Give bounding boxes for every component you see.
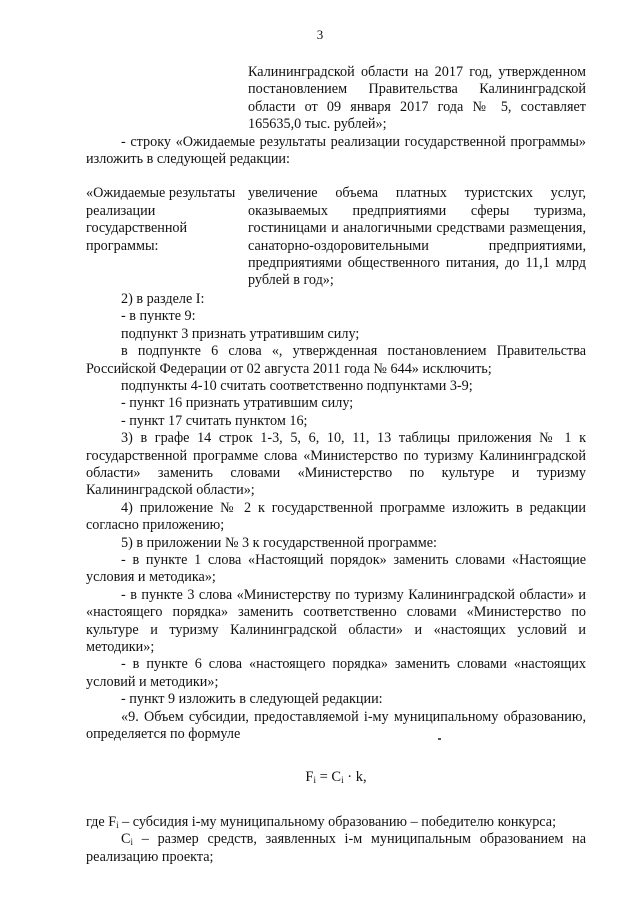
paragraph-point-9-new: - пункт 9 изложить в следующей редакции:	[121, 691, 383, 708]
paragraph-subpoint-3: подпункт 3 признать утратившим силу;	[121, 325, 360, 342]
paragraph-item-4: 4) приложение № 2 к государственной программе изложить в редакции согласно приложению;	[86, 499, 586, 534]
table-text-cell: увеличение объема платных туристских услуг, оказываемых предприятиями сферы туризма, гостиницами и аналогичными средствами размещения, санаторно-оздоровительными предприятиями, предприятиями общественного питания, до 11,1 млрд рублей в год»;	[248, 185, 586, 289]
paragraph-item-5: 5) в приложении № 3 к государственной программе:	[121, 534, 437, 551]
table-label-cell: «Ожидаемые результаты реализации государственной программы:	[86, 185, 236, 254]
paragraph-section-1: 2) в разделе I:	[121, 290, 205, 307]
paragraph-point-16: - пункт 16 признать утратившим силу;	[121, 395, 354, 412]
paragraph-subpoint-6: в подпункте 6 слова «, утвержденная постановлением Правительства Российской Федерации от 02 августа 2011 года № 644» исключить;	[86, 343, 586, 377]
definition-c: $C_i$ – размер средств, заявленных i-м муниципальным образованием на реализацию проекта;	[86, 831, 586, 865]
subsidy-formula: $F_i = C_i \cdot k$,	[305, 769, 367, 786]
paragraph-subpoints-renumber: подпункты 4-10 считать соответственно подпунктами 3-9;	[121, 377, 473, 394]
scan-speck	[438, 738, 441, 740]
page-number: 3	[316, 27, 324, 42]
paragraph-point-1: - в пункте 1 слова «Настоящий порядок» заменить словами «Настоящие условия и методика»;	[86, 551, 586, 586]
paragraph-subsidy-formula-intro: «9. Объем субсидии, предоставляемой i-му муниципальному образованию, определяется по формуле	[86, 708, 586, 743]
paragraph-budget-amount: Калининградской области на 2017 год, утвержденном постановлением Правительства Калининградской области от 09 января 2017 года № 5, составляет 165635,0 тыс. рублей»;	[248, 64, 586, 133]
paragraph-point-6: - в пункте 6 слова «настоящего порядка» заменить словами «настоящих условий и методики»;	[86, 656, 586, 690]
definition-f: где $F_i$ – субсидия i-му муниципальному образованию – победителю конкурса;	[86, 813, 557, 830]
expected-results-table	[86, 185, 586, 289]
paragraph-point-3: - в пункте 3 слова «Министерству по туризму Калининградской области» и «настоящего порядка» заменить соответственно словами «Министерство по культуре и туризму Калининградской области» и «настоящих условий и методики»;	[86, 586, 586, 655]
paragraph-point-9: - в пункте 9:	[121, 308, 196, 325]
paragraph-point-17: - пункт 17 считать пунктом 16;	[121, 412, 308, 429]
document-body	[86, 64, 586, 866]
paragraph-expected-results-intro: - строку «Ожидаемые результаты реализации государственной программы» изложить в следующей редакции:	[86, 133, 586, 168]
paragraph-item-3: 3) в графе 14 строк 1-3, 5, 6, 10, 11, 13 таблицы приложения № 1 к государственной программе слова «Министерство по туризму Калининградской области» заменить словами «Министерство по культуре и туризму Калининградской области»;	[86, 430, 586, 499]
